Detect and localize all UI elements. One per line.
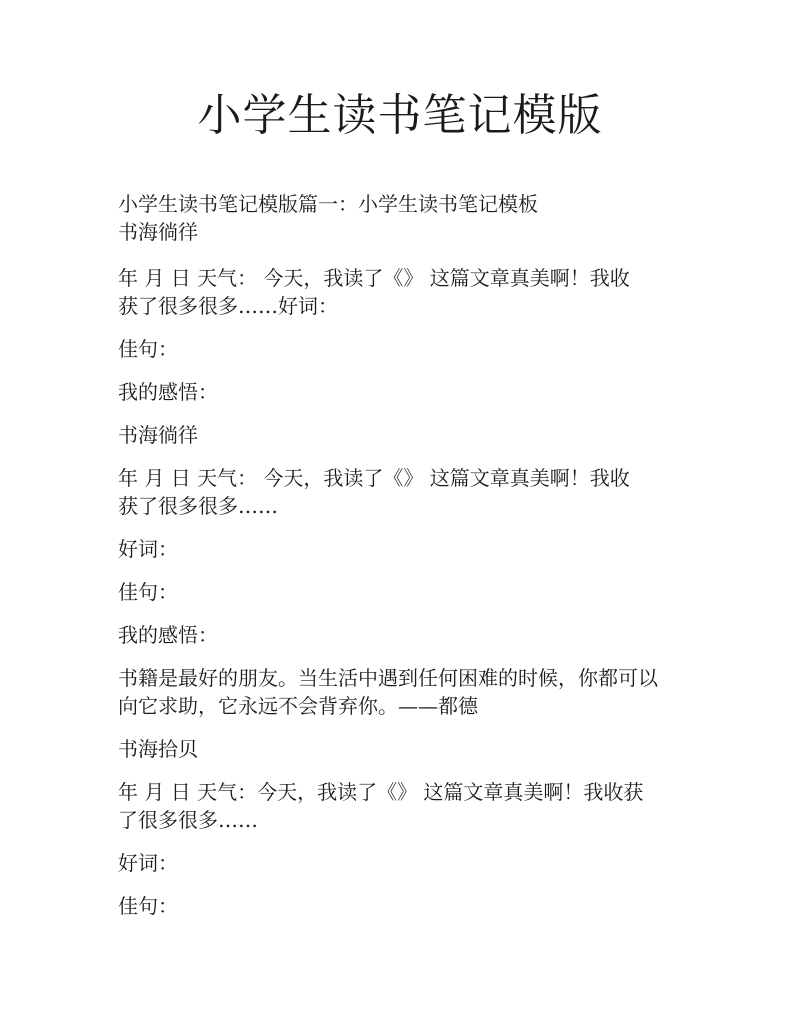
field-label-words: 好词： [118, 537, 178, 561]
quote-line: 书籍是最好的朋友。当生活中遇到任何困难的时候，你都可以 [118, 666, 658, 690]
subsection-title: 书海徜徉 [118, 423, 198, 447]
subsection-title: 书海徜徉 [118, 220, 198, 244]
field-label-reflection: 我的感悟： [118, 380, 218, 404]
subsection-title: 书海拾贝 [118, 737, 198, 761]
field-label-sentences: 佳句： [118, 894, 178, 918]
field-label-reflection: 我的感悟： [118, 623, 218, 647]
quote-line: 向它求助，它永远不会背弃你。——都德 [118, 694, 478, 718]
field-label-words: 好词： [118, 851, 178, 875]
text-line: 获了很多很多…… [118, 494, 278, 518]
field-label-sentences: 佳句： [118, 337, 178, 361]
text-line: 年 月 日 天气： 今天，我读了《》 这篇文章真美啊！我收 [118, 266, 630, 290]
text-line: 年 月 日 天气： 今天，我读了《》 这篇文章真美啊！我收 [118, 466, 630, 490]
text-line: 获了很多很多……好词： [118, 294, 338, 318]
document-body [118, 190, 698, 920]
section-heading: 小学生读书笔记模版篇一：小学生读书笔记模板 [118, 192, 538, 216]
text-line: 年 月 日 天气：今天，我读了《》 这篇文章真美啊！我收获 [118, 780, 644, 804]
document-title: 小学生读书笔记模版 [197, 90, 603, 141]
field-label-sentences: 佳句： [118, 580, 178, 604]
text-line: 了很多很多…… [118, 808, 258, 832]
